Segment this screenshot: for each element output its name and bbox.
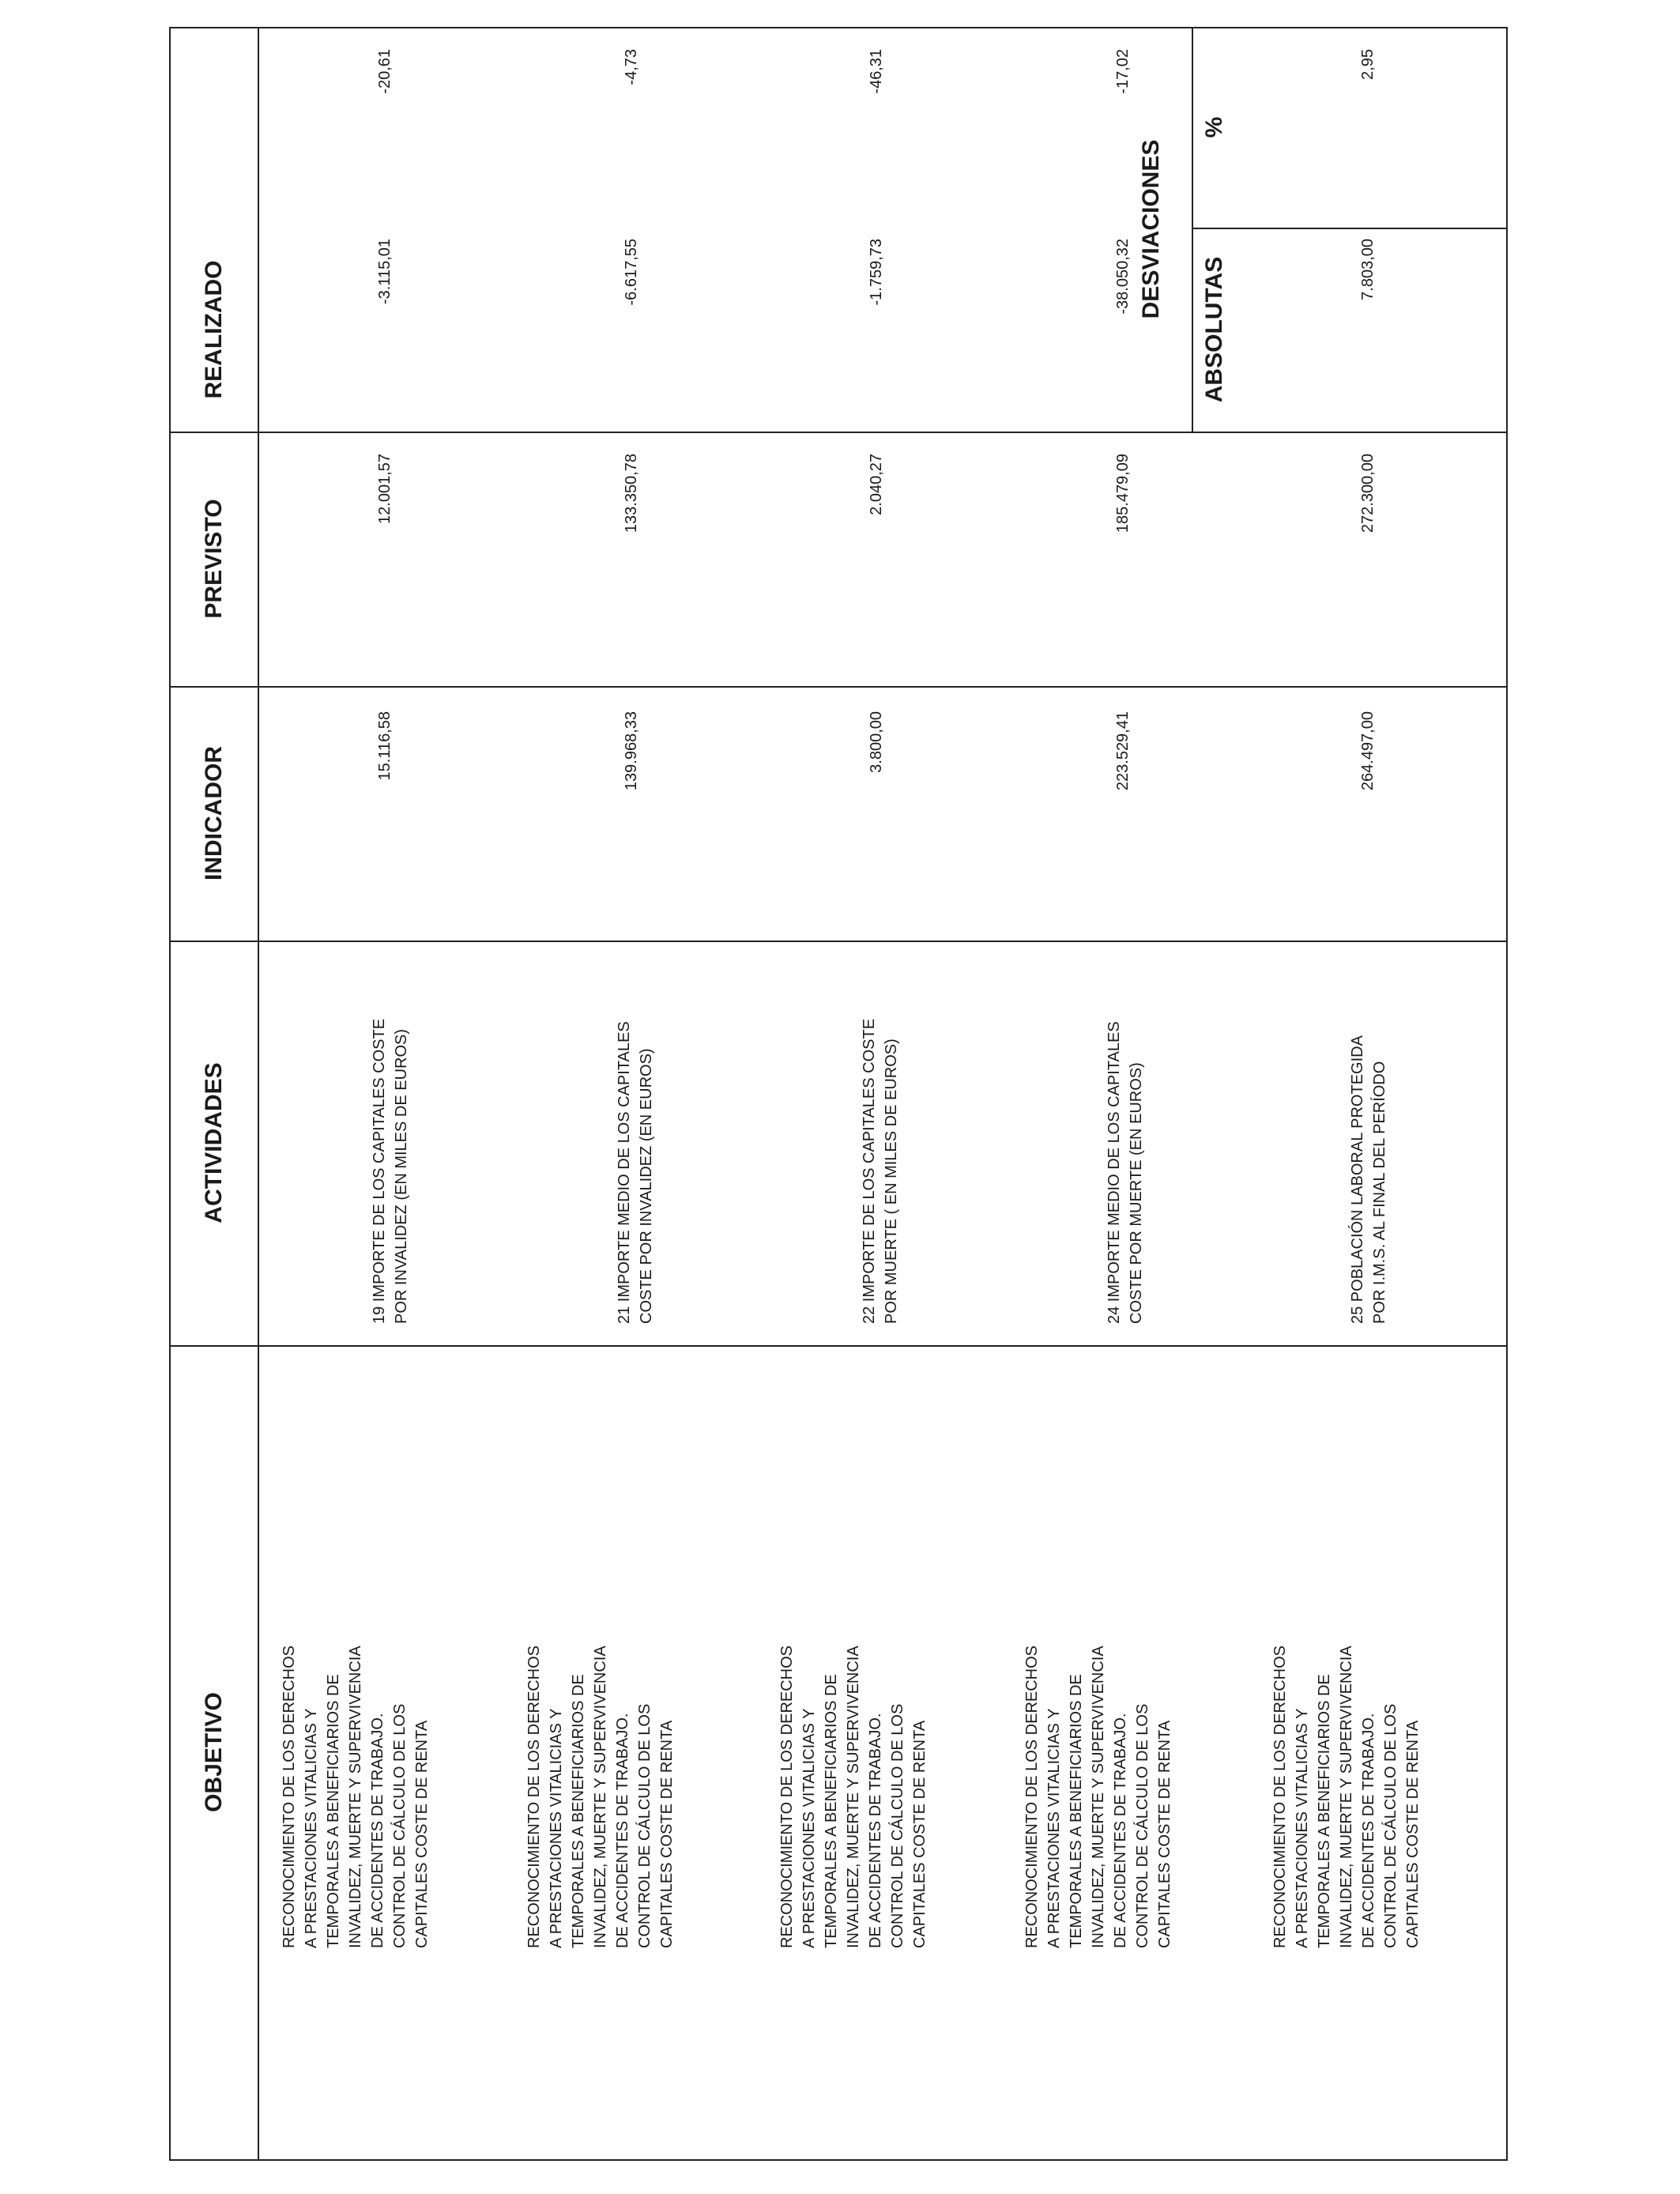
col-sep-previsto-realizado xyxy=(169,432,1508,433)
activity-text-1: RECONOCIMIENTO DE LOS DERECHOS A PRESTACIONES VITALICIAS Y TEMPORALES A BENEFICIARIOS DE INVALIDEZ, MUERTE Y SUPERVIVENCIA DE ACCIDENTES DE TRABAJO. CONTROL DE CÁLCULO DE LOS CAPITALES COSTE DE RENTA xyxy=(281,1645,431,1948)
table-border-bottom xyxy=(169,2159,1508,2161)
header-actividades: ACTIVIDADES xyxy=(201,1062,227,1223)
col-sep-objetivo-actividades xyxy=(169,1345,1508,1347)
absolutas-value-4: -38.050,32 xyxy=(1114,239,1132,315)
porcentaje-value-1: -20,61 xyxy=(376,49,394,94)
absolutas-value-5: 7.803,00 xyxy=(1359,239,1377,300)
table-border-left xyxy=(169,27,171,2161)
realizado-value-1: 12.001,57 xyxy=(376,454,394,524)
indicator-text-5: 25 POBLACIÓN LABORAL PROTEGIDA POR I.M.S. AL FINAL DEL PERÍODO xyxy=(1349,1035,1388,1324)
header-objetivo: OBJETIVO xyxy=(201,1692,227,1812)
activity-text-3: RECONOCIMIENTO DE LOS DERECHOS A PRESTACIONES VITALICIAS Y TEMPORALES A BENEFICIARIOS DE INVALIDEZ, MUERTE Y SUPERVIVENCIA DE ACCIDENTES DE TRABAJO. CONTROL DE CÁLCULO DE LOS CAPITALES COSTE DE RENTA xyxy=(778,1645,929,1948)
previsto-value-4: 223.529,41 xyxy=(1114,711,1132,791)
porcentaje-value-2: -4,73 xyxy=(623,49,640,85)
desviaciones-separator xyxy=(1192,27,1193,432)
absolutas-value-3: -1.759,73 xyxy=(868,239,885,306)
realizado-value-2: 133.350,78 xyxy=(623,454,640,533)
absolutas-value-2: -6.617,55 xyxy=(623,239,640,306)
activity-text-4: RECONOCIMIENTO DE LOS DERECHOS A PRESTACIONES VITALICIAS Y TEMPORALES A BENEFICIARIOS DE INVALIDEZ, MUERTE Y SUPERVIVENCIA DE ACCIDENTES DE TRABAJO. CONTROL DE CÁLCULO DE LOS CAPITALES COSTE DE RENTA xyxy=(1023,1645,1173,1948)
col-sep-indicador-previsto xyxy=(169,686,1508,688)
previsto-value-2: 139.968,33 xyxy=(623,711,640,791)
header-desviaciones: DESVIACIONES xyxy=(1138,139,1164,319)
indicator-text-2: 21 IMPORTE MEDIO DE LOS CAPITALES COSTE POR INVALIDEZ (EN EUROS) xyxy=(616,1021,655,1324)
indicator-text-3: 22 IMPORTE DE LOS CAPITALES COSTE POR MUERTE ( EN MILES DE EUROS) xyxy=(861,1018,900,1324)
porcentaje-value-4: -17,02 xyxy=(1114,49,1132,94)
table-border-top xyxy=(169,27,1508,28)
header-absolutas: ABSOLUTAS xyxy=(1201,256,1227,403)
realizado-value-3: 2.040,27 xyxy=(868,454,885,515)
realizado-value-5: 272.300,00 xyxy=(1359,454,1377,533)
porcentaje-value-5: 2,95 xyxy=(1359,49,1377,80)
previsto-value-1: 15.116,58 xyxy=(376,711,394,781)
table-border-right xyxy=(1506,27,1508,2161)
header-realizado: REALIZADO xyxy=(201,260,227,399)
header-indicador: INDICADOR xyxy=(201,746,227,880)
indicator-text-4: 24 IMPORTE MEDIO DE LOS CAPITALES COSTE POR MUERTE (EN EUROS) xyxy=(1106,1021,1145,1324)
header-separator xyxy=(258,27,259,2161)
header-previsto: PREVISTO xyxy=(201,499,227,619)
previsto-value-3: 3.800,00 xyxy=(868,711,885,773)
activity-text-5: RECONOCIMIENTO DE LOS DERECHOS A PRESTACIONES VITALICIAS Y TEMPORALES A BENEFICIARIOS DE INVALIDEZ, MUERTE Y SUPERVIVENCIA DE ACCIDENTES DE TRABAJO. CONTROL DE CÁLCULO DE LOS CAPITALES COSTE DE RENTA xyxy=(1271,1645,1422,1948)
activity-text-2: RECONOCIMIENTO DE LOS DERECHOS A PRESTACIONES VITALICIAS Y TEMPORALES A BENEFICIARIOS DE INVALIDEZ, MUERTE Y SUPERVIVENCIA DE ACCIDENTES DE TRABAJO. CONTROL DE CÁLCULO DE LOS CAPITALES COSTE DE RENTA xyxy=(525,1645,676,1948)
realizado-value-4: 185.479,09 xyxy=(1114,454,1132,533)
col-sep-absolutas-porcentaje xyxy=(1192,228,1508,229)
absolutas-value-1: -3.115,01 xyxy=(376,239,394,305)
header-porcentaje: % xyxy=(1201,116,1227,138)
indicator-text-1: 19 IMPORTE DE LOS CAPITALES COSTE POR INVALIDEZ (EN MILES DE EUROS) xyxy=(371,1018,410,1324)
previsto-value-5: 264.497,00 xyxy=(1359,711,1377,791)
porcentaje-value-3: -46,31 xyxy=(868,49,885,94)
